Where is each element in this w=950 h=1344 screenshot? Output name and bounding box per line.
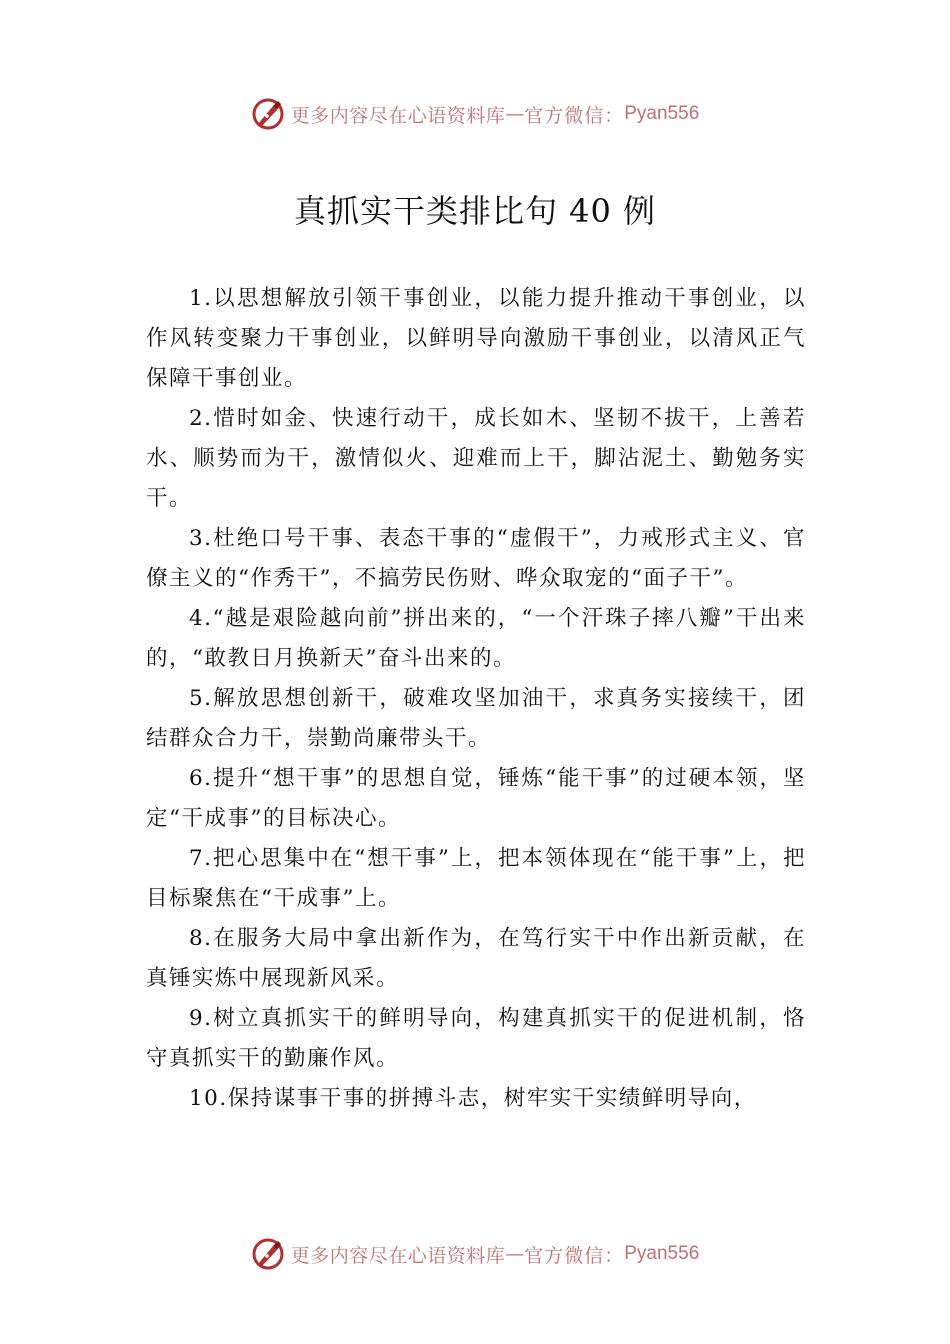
document-body xyxy=(146,279,806,1119)
banner-wechat-id: Pyan556 xyxy=(624,103,700,124)
paragraph-1: 1.以思想解放引领干事创业，以能力提升推动干事创业，以作风转变聚力干事创业，以鲜明导向激励干事创业，以清风正气保障干事创业。 xyxy=(146,286,806,391)
pen-nib-logo-icon xyxy=(251,97,285,131)
banner-brand-text: 更多内容尽在心语资料库 xyxy=(290,104,506,127)
banner-separator: — xyxy=(505,1243,525,1265)
banner-separator: — xyxy=(505,103,525,125)
banner-contact-label: 官方微信： xyxy=(524,104,625,127)
header-banner xyxy=(0,94,950,134)
paragraph-7: 7.把心思集中在“想干事”上，把本领体现在“能干事”上，把目标聚焦在“干成事”上。 xyxy=(146,846,806,911)
banner-wechat-id: Pyan556 xyxy=(624,1243,700,1264)
page-title: 真抓实干类排比句 40 例 xyxy=(293,192,657,230)
banner-contact-label: 官方微信： xyxy=(524,1244,625,1267)
paragraph-10: 10.保持谋事干事的拼搏斗志，树牢实干实绩鲜明导向， xyxy=(189,1086,757,1111)
pen-nib-logo-icon xyxy=(251,1237,285,1271)
paragraph-4: 4.“越是艰险越向前”拼出来的，“一个汗珠子摔八瓣”干出来的，“敢教日月换新天”奋斗出来的。 xyxy=(146,606,806,671)
paragraph-3: 3.杜绝口号干事、表态干事的“虚假干”，力戒形式主义、官僚主义的“作秀干”，不搞劳民伤财、哗众取宠的“面子干”。 xyxy=(146,526,806,591)
banner-brand-text: 更多内容尽在心语资料库 xyxy=(290,1244,506,1267)
paragraph-8: 8.在服务大局中拿出新作为，在笃行实干中作出新贡献，在真锤实炼中展现新风采。 xyxy=(146,926,806,991)
paragraph-6: 6.提升“想干事”的思想自觉，锤炼“能干事”的过硬本领，坚定“干成事”的目标决心。 xyxy=(146,766,806,831)
paragraph-5: 5.解放思想创新干，破难攻坚加油干，求真务实接续干，团结群众合力干，崇勤尚廉带头干。 xyxy=(146,686,806,751)
paragraph-2: 2.惜时如金、快速行动干，成长如木、坚韧不拔干，上善若水、顺势而为干，激情似火、迎难而上干，脚沾泥土、勤勉务实干。 xyxy=(146,406,806,511)
footer-banner xyxy=(0,1234,950,1274)
paragraph-9: 9.树立真抓实干的鲜明导向，构建真抓实干的促进机制，恪守真抓实干的勤廉作风。 xyxy=(146,1006,806,1071)
